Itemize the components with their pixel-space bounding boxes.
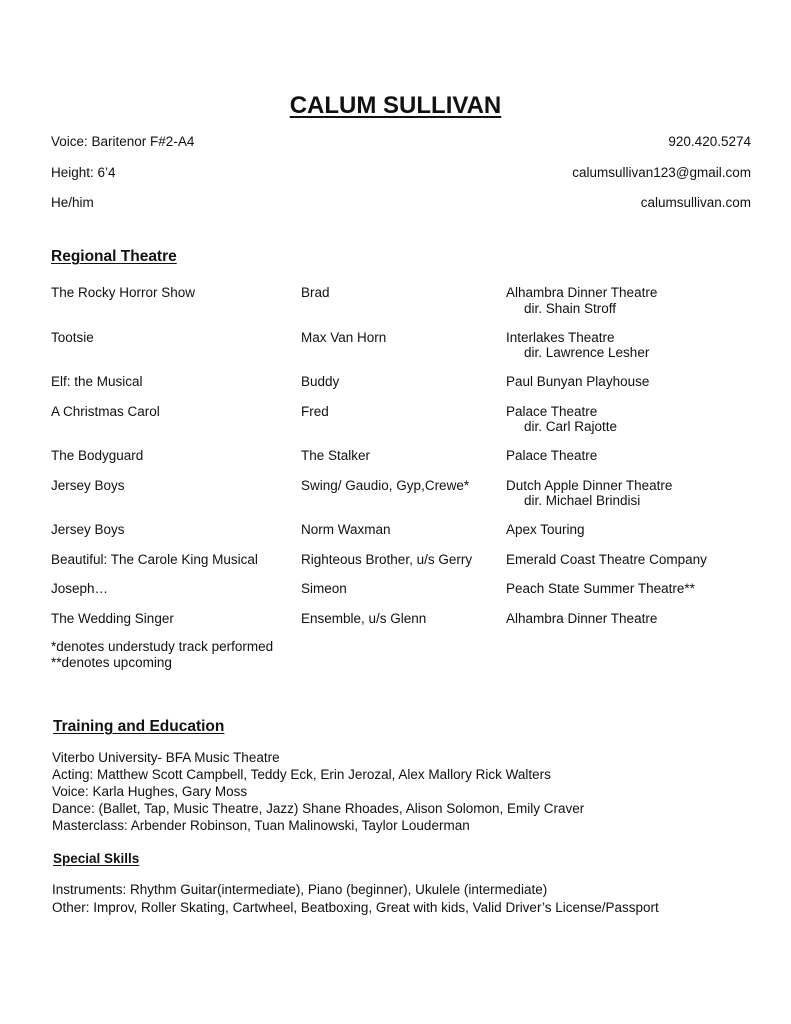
contact-left [51, 134, 194, 226]
credit-show: Elf: the Musical [51, 374, 143, 389]
credit-role: Swing/ Gaudio, Gyp,Crewe* [301, 477, 470, 493]
credit-venue-block [506, 404, 617, 435]
training-line: Dance: (Ballet, Tap, Music Theatre, Jazz) Shane Rhoades, Alison Solomon, Emily Craver [52, 801, 585, 816]
credit-show: Joseph… [51, 581, 109, 596]
credit-row [51, 404, 751, 449]
height: Height: 6’4 [51, 164, 116, 180]
credit-venue-block [506, 330, 649, 361]
credit-role: Righteous Brother, u/s Gerry [301, 551, 473, 567]
credit-venue: Palace Theatre [506, 403, 598, 419]
credit-venue: Interlakes Theatre [506, 329, 615, 345]
credit-venue: Paul Bunyan Playhouse [506, 374, 650, 389]
credits-table [51, 285, 751, 640]
credit-role: Max Van Horn [301, 329, 387, 345]
credit-venue: Apex Touring [506, 522, 585, 537]
credit-show: Jersey Boys [51, 522, 125, 537]
credit-row [51, 374, 751, 404]
special-skills-heading: Special Skills [53, 851, 140, 866]
credit-venue-block [506, 478, 672, 509]
credit-row [51, 448, 751, 478]
phone-number: 920.420.5274 [668, 134, 751, 149]
pronouns: He/him [51, 195, 94, 210]
credit-row [51, 581, 751, 611]
skills-other: Other: Improv, Roller Skating, Cartwheel, Beatboxing, Great with kids, Valid Driver’s License/Passport [52, 899, 659, 915]
credit-director: dir. Shain Stroff [524, 300, 617, 316]
training-line: Viterbo University- BFA Music Theatre [52, 750, 280, 765]
credit-director: dir. Carl Rajotte [524, 419, 618, 435]
credit-show: The Bodyguard [51, 448, 144, 463]
credit-role: Buddy [301, 374, 340, 389]
training-heading: Training and Education [53, 718, 225, 735]
credit-show: The Wedding Singer [51, 610, 174, 626]
credit-row [51, 611, 751, 641]
credit-row [51, 478, 751, 523]
credit-venue: Dutch Apple Dinner Theatre [506, 477, 673, 493]
email-address: calumsullivan123@gmail.com [572, 164, 751, 180]
training-line: Masterclass: Arbender Robinson, Tuan Malinowski, Taylor Louderman [52, 818, 470, 833]
footnote-understudy: *denotes understudy track performed [51, 639, 274, 654]
credit-venue-block [506, 285, 657, 316]
credit-row [51, 552, 751, 582]
credit-show: Beautiful: The Carole King Musical [51, 551, 258, 567]
credit-director: dir. Michael Brindisi [524, 493, 641, 509]
contact-right [572, 134, 751, 226]
credit-show: The Rocky Horror Show [51, 285, 196, 300]
credit-role: Norm Waxman [301, 522, 391, 537]
voice-range: Voice: Baritenor F#2-A4 [51, 134, 195, 149]
credit-venue: Emerald Coast Theatre Company [506, 551, 707, 567]
credit-row [51, 285, 751, 330]
credit-row [51, 330, 751, 375]
credit-role: Ensemble, u/s Glenn [301, 610, 427, 626]
credit-role: Brad [301, 285, 330, 300]
website: calumsullivan.com [640, 195, 751, 210]
credit-show: Jersey Boys [51, 477, 125, 493]
skills-instruments: Instruments: Rhythm Guitar(intermediate), Piano (beginner), Ukulele (intermediate) [52, 882, 548, 897]
training-line: Voice: Karla Hughes, Gary Moss [52, 784, 248, 799]
training-line: Acting: Matthew Scott Campbell, Teddy Eck, Erin Jerozal, Alex Mallory Rick Walters [52, 767, 551, 782]
skills-list [52, 882, 659, 917]
footnotes [51, 639, 273, 670]
resume-name: CALUM SULLIVAN [289, 92, 502, 119]
credit-show: Tootsie [51, 329, 94, 345]
credit-venue: Palace Theatre [506, 448, 598, 463]
credit-row [51, 522, 751, 552]
credit-venue: Alhambra Dinner Theatre [506, 610, 658, 626]
credit-role: The Stalker [301, 448, 371, 463]
footnote-upcoming: **denotes upcoming [51, 654, 172, 670]
credit-show: A Christmas Carol [51, 403, 160, 419]
regional-theatre-heading: Regional Theatre [51, 248, 177, 265]
credit-venue: Peach State Summer Theatre** [506, 581, 695, 596]
credit-role: Fred [301, 403, 329, 419]
credit-venue: Alhambra Dinner Theatre [506, 285, 658, 300]
credit-role: Simeon [301, 581, 347, 596]
training-list [52, 750, 584, 835]
credit-director: dir. Lawrence Lesher [524, 345, 650, 361]
